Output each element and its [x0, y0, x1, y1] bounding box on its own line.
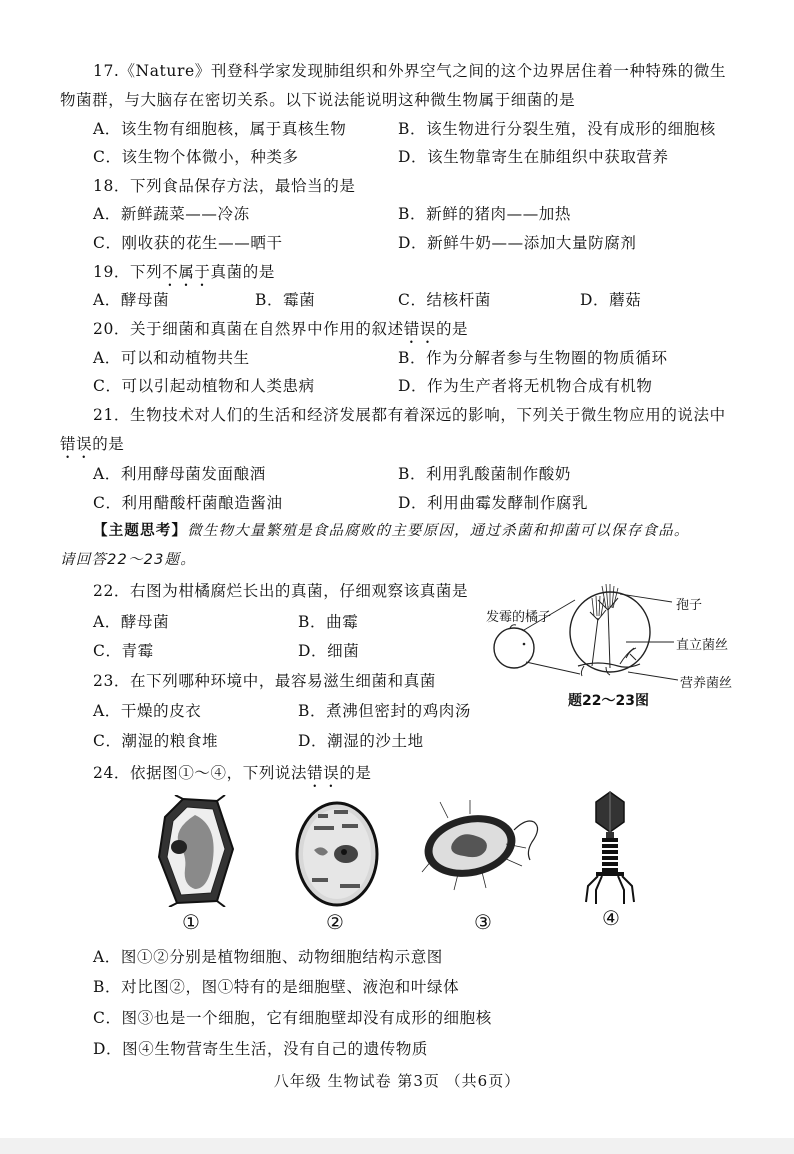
scan-edge [0, 1138, 794, 1154]
orange-label: 发霉的橘子 [486, 610, 552, 625]
figure-number-1: ① [182, 910, 200, 934]
q19-stem [93, 261, 275, 290]
q20-stem-suffix: 的是 [435, 320, 469, 338]
figure-number-4: ④ [602, 906, 620, 930]
q20-stem [93, 318, 468, 347]
q20-option-a: A．可以和动植物共生 [93, 349, 250, 367]
q20-option-c: C．可以引起动植物和人类患病 [93, 377, 315, 395]
q17-option-d: D．该生物靠寄生在肺组织中获取营养 [398, 148, 669, 166]
figure-number-3: ③ [474, 910, 492, 934]
q24-stem-suffix: 的是 [339, 764, 372, 782]
q22-option-c: C．青霉 [93, 642, 154, 660]
q17-option-a: A．该生物有细胞核，属于真核生物 [93, 120, 347, 138]
q21-option-d: D．利用曲霉发酵制作腐乳 [398, 494, 589, 512]
q21-stem-line1: 21．生物技术对人们的生活和经济发展都有着深远的影响，下列关于微生物应用的说法中 [93, 406, 726, 424]
q17-stem-line2: 物菌群，与大脑存在密切关系。以下说法能说明这种微生物属于细菌的是 [60, 91, 576, 109]
q19-stem-suffix: 真菌的是 [210, 263, 275, 281]
q18-stem: 18．下列食品保存方法，最恰当的是 [93, 177, 356, 195]
q18-option-c: C．刚收获的花生——晒干 [93, 234, 283, 252]
q20-option-d: D．作为生产者将无机物合成有机物 [398, 377, 653, 395]
virus-figure [582, 790, 638, 906]
q19-stem-prefix: 19．下列 [93, 263, 163, 281]
q22-option-d: D．细菌 [298, 642, 360, 660]
q21-stem-line2 [60, 433, 124, 462]
q17-option-b: B．该生物进行分裂生殖，没有成形的细胞核 [398, 120, 716, 138]
page-footer: 八年级 生物试卷 第3页 （共6页） [273, 1072, 521, 1090]
q17-option-c: C．该生物个体微小，种类多 [93, 148, 299, 166]
q19-stem-emphasis: 不属于 [162, 263, 211, 281]
figure-number-2: ② [326, 910, 344, 934]
q19-option-b: B．霉菌 [255, 291, 316, 309]
q23-option-c: C．潮湿的粮食堆 [93, 732, 219, 750]
q23-stem: 23．在下列哪种环境中，最容易滋生细菌和真菌 [93, 672, 436, 690]
upright-hyphae-label: 直立菌丝 [676, 638, 729, 653]
q24-option-d: D．图④生物营寄生生活，没有自己的遗传物质 [93, 1040, 429, 1058]
q23-option-b: B．煮沸但密封的鸡肉汤 [298, 702, 471, 720]
q19-option-a: A．酵母菌 [93, 291, 170, 309]
q22-stem: 22．右图为柑橘腐烂长出的真菌，仔细观察该真菌是 [93, 582, 469, 600]
q18-option-a: A．新鲜蔬菜——冷冻 [93, 205, 250, 223]
theme-text: 微生物大量繁殖是食品腐败的主要原因，通过杀菌和抑菌可以保存食品。 [187, 523, 690, 539]
q18-option-b: B．新鲜的猪肉——加热 [398, 205, 571, 223]
q20-option-b: B．作为分解者参与生物圈的物质循环 [398, 349, 668, 367]
q18-option-d: D．新鲜牛奶——添加大量防腐剂 [398, 234, 637, 252]
q20-stem-emphasis: 错误 [403, 320, 436, 338]
q24-option-a: A．图①②分别是植物细胞、动物细胞结构示意图 [93, 948, 443, 966]
q24-option-c: C．图③也是一个细胞，它有细胞壁却没有成形的细胞核 [93, 1009, 492, 1027]
animal-cell-figure [294, 800, 380, 908]
q22-option-a: A．酵母菌 [93, 613, 170, 631]
q23-option-d: D．潮湿的沙土地 [298, 732, 424, 750]
q19-option-d: D．蘑菇 [580, 291, 642, 309]
q21-stem-suffix: 的是 [92, 435, 125, 453]
q24-stem-emphasis: 错误 [307, 764, 340, 782]
q21-option-c: C．利用醋酸杆菌酿造酱油 [93, 494, 283, 512]
q21-option-b: B．利用乳酸菌制作酸奶 [398, 465, 571, 483]
spore-label: 孢子 [676, 598, 703, 613]
plant-cell-figure [155, 795, 235, 907]
q23-option-a: A．干燥的皮衣 [93, 702, 202, 720]
theme-line1 [93, 520, 690, 542]
q24-stem [93, 762, 372, 791]
q24-stem-prefix: 24．依据图①～④，下列说法 [93, 764, 308, 782]
q22-option-b: B．曲霉 [298, 613, 359, 631]
bacterium-figure [418, 800, 548, 892]
theme-line2: 请回答22～23题。 [60, 552, 196, 568]
figure-caption: 题22～23图 [568, 693, 649, 709]
theme-tag: 【主题思考】 [93, 523, 188, 539]
q21-option-a: A．利用酵母菌发面酿酒 [93, 465, 266, 483]
q24-option-b: B．对比图②，图①特有的是细胞壁、液泡和叶绿体 [93, 978, 460, 996]
q20-stem-prefix: 20．关于细菌和真菌在自然界中作用的叙述 [93, 320, 404, 338]
q17-stem-line1: 17.《Nature》刊登科学家发现肺组织和外界空气之间的这个边界居住着一种特殊的微生 [93, 62, 727, 80]
q19-option-c: C．结核杆菌 [398, 291, 491, 309]
nutrient-hyphae-label: 营养菌丝 [680, 676, 733, 691]
q21-stem-emphasis: 错误 [60, 435, 93, 453]
